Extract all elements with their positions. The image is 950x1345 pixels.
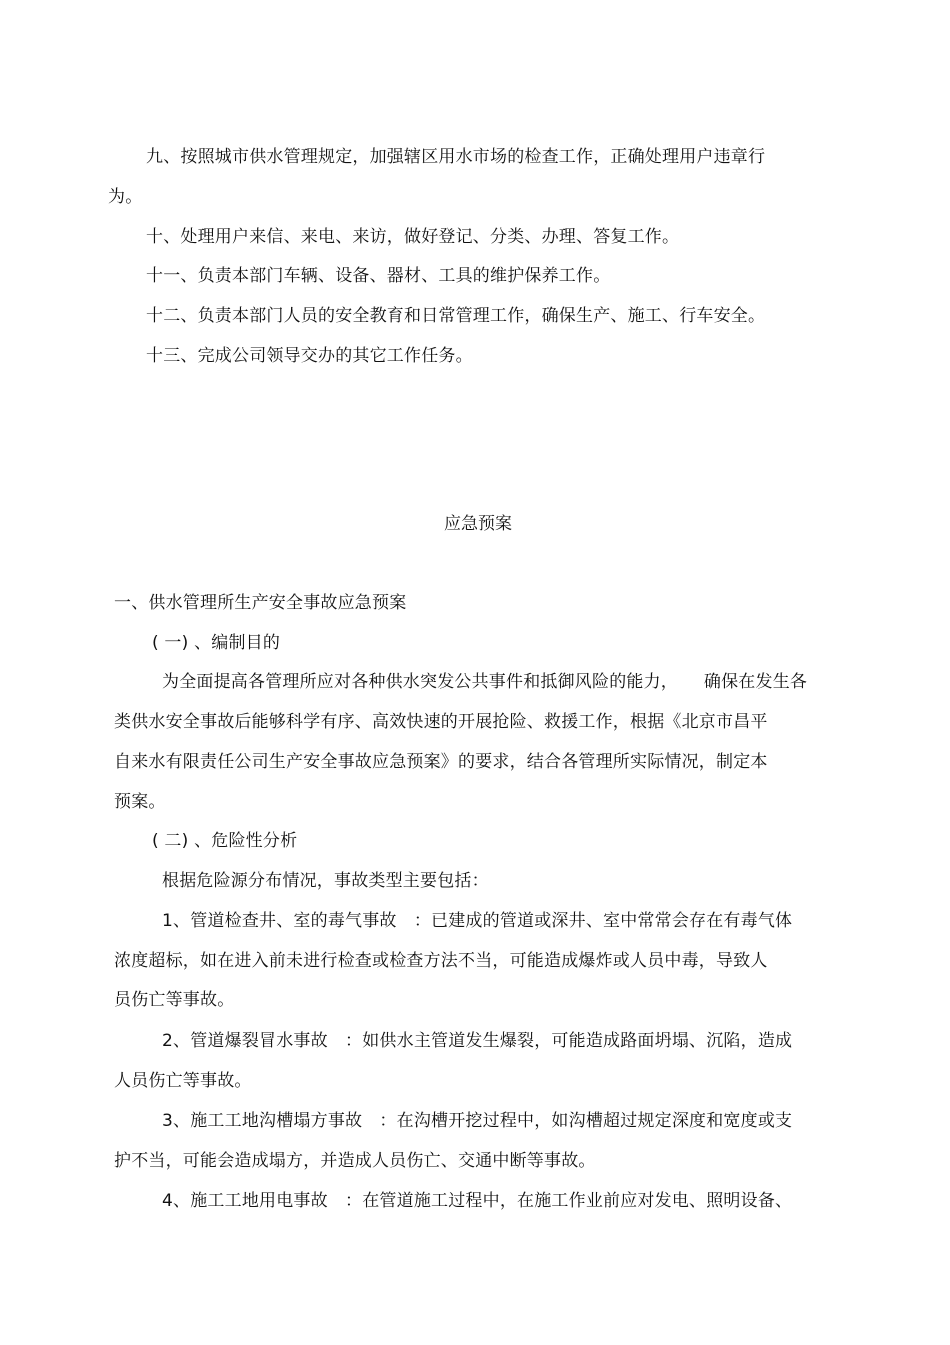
section-heading-1: 一、供水管理所生产安全事故应急预案 <box>114 593 407 613</box>
risk-item-3-line-2: 护不当，可能会造成塌方，并造成人员伤亡、交通中断等事故。 <box>114 1151 596 1171</box>
risk-item-1-line-2: 浓度超标，如在进入前未进行检查或检查方法不当，可能造成爆炸或人员中毒，导致人 <box>114 951 768 971</box>
risk-item-1-line-3: 员伤亡等事故。 <box>114 990 235 1010</box>
subsection-heading-risk-analysis: ( 二) 、危险性分析 <box>152 831 298 851</box>
purpose-paragraph-line-2: 类供水安全事故后能够科学有序、高效快速的开展抢险、救援工作，根据《北京市昌平 <box>114 712 768 732</box>
risk-item-3-line-1: 3、施工工地沟槽塌方事故 ：在沟槽开挖过程中，如沟槽超过规定深度和宽度或支 <box>162 1111 793 1131</box>
duty-item-10: 十、处理用户来信、来电、来访，做好登记、分类、办理、答复工作。 <box>146 227 680 247</box>
risk-item-2-line-2: 人员伤亡等事故。 <box>114 1071 252 1091</box>
subsection-heading-purpose: ( 一) 、编制目的 <box>152 633 281 653</box>
duty-item-13: 十三、完成公司领导交办的其它工作任务。 <box>146 346 473 366</box>
duty-item-9-line-1: 九、按照城市供水管理规定，加强辖区用水市场的检查工作，正确处理用户违章行 <box>146 147 766 167</box>
risk-item-4-line-1: 4、施工工地用电事故 ：在管道施工过程中，在施工作业前应对发电、照明设备、 <box>162 1191 793 1211</box>
duty-item-12: 十二、负责本部门人员的安全教育和日常管理工作，确保生产、施工、行车安全。 <box>146 306 766 326</box>
page-title: 应急预案 <box>444 514 512 534</box>
duty-item-11: 十一、负责本部门车辆、设备、器材、工具的维护保养工作。 <box>146 266 611 286</box>
risk-item-1-line-1: 1、管道检查井、室的毒气事故 ：已建成的管道或深井、室中常常会存在有毒气体 <box>162 911 793 931</box>
purpose-paragraph-line-1: 为全面提高各管理所应对各种供水突发公共事件和抵御风险的能力， 确保在发生各 <box>162 672 808 692</box>
duty-item-9-line-2: 为。 <box>108 187 143 207</box>
risk-analysis-intro: 根据危险源分布情况，事故类型主要包括： <box>162 871 489 891</box>
risk-item-2-line-1: 2、管道爆裂冒水事故 ：如供水主管道发生爆裂，可能造成路面坍塌、沉陷，造成 <box>162 1031 793 1051</box>
purpose-paragraph-line-3: 自来水有限责任公司生产安全事故应急预案》的要求，结合各管理所实际情况，制定本 <box>114 752 768 772</box>
purpose-paragraph-line-4: 预案。 <box>114 792 166 812</box>
